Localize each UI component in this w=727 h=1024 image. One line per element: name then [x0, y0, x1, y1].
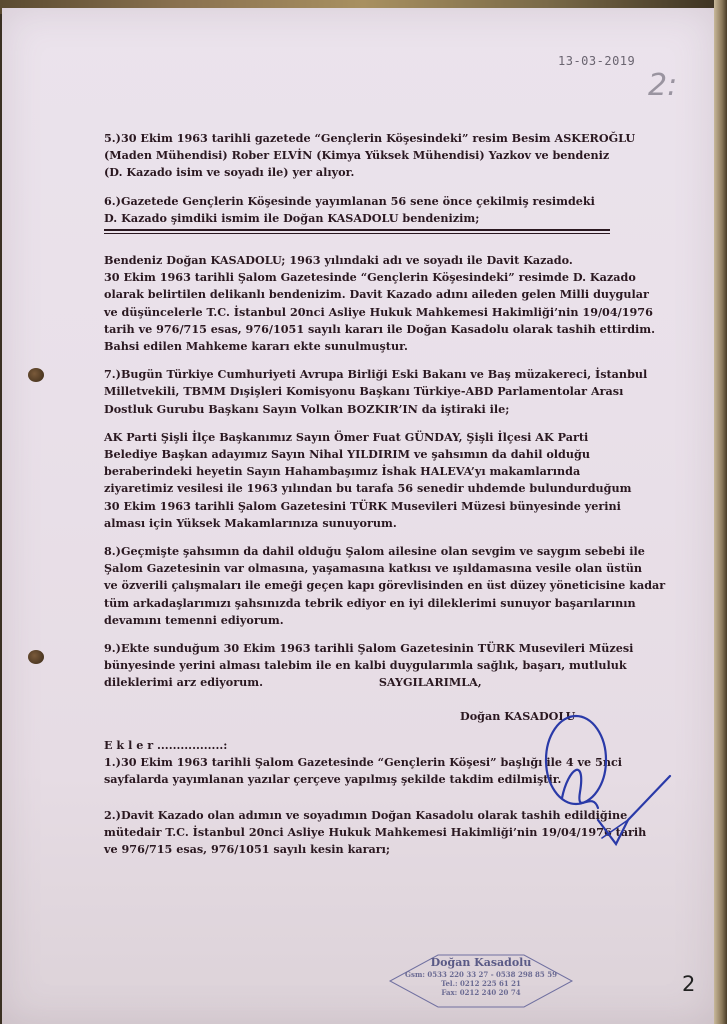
date-stamp: 13-03-2019	[558, 54, 636, 68]
document-page	[2, 8, 714, 1024]
text-line: ziyaretimiz vesilesi ile 1963 yılından bu tarafa 56 senedir uhdemde bulundurduğum	[104, 481, 632, 496]
text-line: ve düşüncelerle T.C. İstanbul 20nci Asliye Hukuk Mahkemesi Hakimliği’nin 19/04/1976	[104, 304, 653, 319]
text-line: tarih ve 976/715 esas, 976/1051 sayılı kararı ile Doğan Kasadolu olarak tashih ettirdim.	[104, 321, 656, 336]
text-line: olarak belirtilen delikanlı bendenizim. Davit Kazado adını aileden gelen Milli duygular	[104, 287, 649, 302]
stamp-tel: Tel.: 0212 225 61 21	[441, 979, 521, 988]
signer-name: Doğan KASADOLU	[460, 708, 576, 723]
paragraph-visit	[104, 429, 632, 532]
text-line: bünyesinde yerini alması talebim ile en kalbi duygularımla sağlık, başarı, mutluluk	[104, 658, 627, 673]
text-line: 30 Ekim 1963 tarihli Şalom Gazetesini TÜRK Musevileri Müzesi bünyesinde yerini	[104, 498, 621, 513]
photo-right-edge	[714, 0, 727, 1024]
paragraph-8	[104, 543, 666, 629]
text-line: Milletvekili, TBMM Dışişleri Komisyonu Başkanı Türkiye-ABD Parlamentolar Arası	[104, 384, 624, 399]
text-line: alması için Yüksek Makamlarınıza sunuyorum.	[104, 515, 397, 530]
paragraph-9	[104, 640, 634, 692]
salutation: SAYGILARIMLA,	[378, 675, 482, 690]
text-line: mütedair T.C. İstanbul 20nci Asliye Hukuk Mahkemesi Hakimliği’nin 19/04/1976 tarih	[104, 824, 647, 839]
text-line: devamını temenni ediyorum.	[104, 612, 284, 627]
stamp-gsm: Gsm: 0533 220 33 27 - 0538 298 85 59	[405, 970, 557, 979]
page-number: 2	[682, 972, 696, 996]
double-underline	[104, 229, 610, 234]
handwritten-page-number: 2:	[648, 68, 678, 103]
paragraph-5	[104, 130, 636, 182]
text-line: 2.)Davit Kazado olan adımın ve soyadımın Doğan Kasadolu olarak tashih edildiğine	[104, 807, 628, 822]
text-line: Dostluk Gurubu Başkanı Sayın Volkan BOZKIR’IN da iştiraki ile;	[104, 401, 510, 416]
closing-text: dileklerimi arz ediyorum.	[104, 675, 263, 690]
text-line: 6.)Gazetede Gençlerin Köşesinde yayımlanan 56 sene önce çekilmiş resimdeki	[104, 193, 595, 208]
text-line: 5.)30 Ekim 1963 tarihli gazetede “Gençlerin Köşesindeki” resim Besim ASKEROĞLU	[104, 131, 636, 145]
punch-hole-top	[28, 368, 44, 382]
text-line: 30 Ekim 1963 tarihli Şalom Gazetesinde “Gençlerin Köşesindeki” resimde D. Kazado	[104, 270, 636, 285]
text-line: beraberindeki heyetin Sayın Hahambaşımız İshak HALEVA’yı makamlarında	[104, 464, 581, 479]
text-line: 1.)30 Ekim 1963 tarihli Şalom Gazetesinde “Gençlerin Köşesi” başlığı ile 4 ve 5nci	[104, 755, 623, 770]
paragraph-6	[104, 193, 624, 227]
closing-line	[104, 674, 624, 691]
text-line: tüm arkadaşlarımızı şahsınızda tebrik ediyor en iyi dileklerimi sunuyor başarılarının	[104, 595, 636, 610]
paragraph-7	[104, 366, 648, 418]
text-line: 9.)Ekte sunduğum 30 Ekim 1963 tarihli Şalom Gazetesinin TÜRK Musevileri Müzesi	[104, 641, 634, 656]
punch-hole-bottom	[28, 650, 44, 664]
text-line: Bendeniz Doğan KASADOLU; 1963 yılındaki adı ve soyadı ile Davit Kazado.	[104, 253, 573, 268]
name-stamp	[388, 952, 574, 1010]
stamp-fax: Fax: 0212 240 20 74	[441, 988, 521, 997]
text-line: Belediye Başkan adayımız Sayın Nihal YILDIRIM ve şahsımın da dahil olduğu	[104, 447, 590, 462]
text-line: sayfalarda yayımlanan yazılar çerçeve yapılmış şekilde takdim edilmiştir.	[104, 772, 562, 787]
text-line: (D. Kazado isim ve soyadı ile) yer alıyor.	[104, 165, 355, 180]
text-line: D. Kazado şimdiki ismim ile Doğan KASADOLU bendenizim;	[104, 210, 480, 225]
attachment-2	[104, 807, 647, 859]
text-line: Şalom Gazetesinin var olmasına, yaşamasına katkısı ve ışıldamasına vesile olan üstün	[104, 561, 643, 576]
stamp-name: Doğan Kasadolu	[430, 956, 532, 969]
attachment-1	[104, 754, 624, 788]
text-line: ve özverili çalışmaları ile emeği geçen kapı görevlisinden en üst düzey yöneticisine kadar	[104, 578, 666, 593]
text-line: Bahsi edilen Mahkeme kararı ekte sunulmuştur.	[104, 339, 408, 354]
text-line: (Maden Mühendisi) Rober ELVİN (Kimya Yüksek Mühendisi) Yazkov ve bendeniz	[104, 148, 610, 163]
attachments-heading: E k l e r .................:	[104, 737, 228, 752]
text-line: 8.)Geçmişte şahsımın da dahil olduğu Şalom ailesine olan sevgim ve saygım sebebi ile	[104, 544, 645, 559]
text-line: AK Parti Şişli İlçe Başkanımız Sayın Ömer Fuat GÜNDAY, Şişli İlçesi AK Parti	[104, 429, 589, 444]
letter-body	[104, 130, 666, 869]
text-line: 7.)Bugün Türkiye Cumhuriyeti Avrupa Birliği Eski Bakanı ve Baş müzakereci, İstanbul	[104, 367, 648, 382]
paragraph-identity	[104, 252, 656, 355]
text-line: ve 976/715 esas, 976/1051 sayılı kesin kararı;	[104, 841, 390, 856]
